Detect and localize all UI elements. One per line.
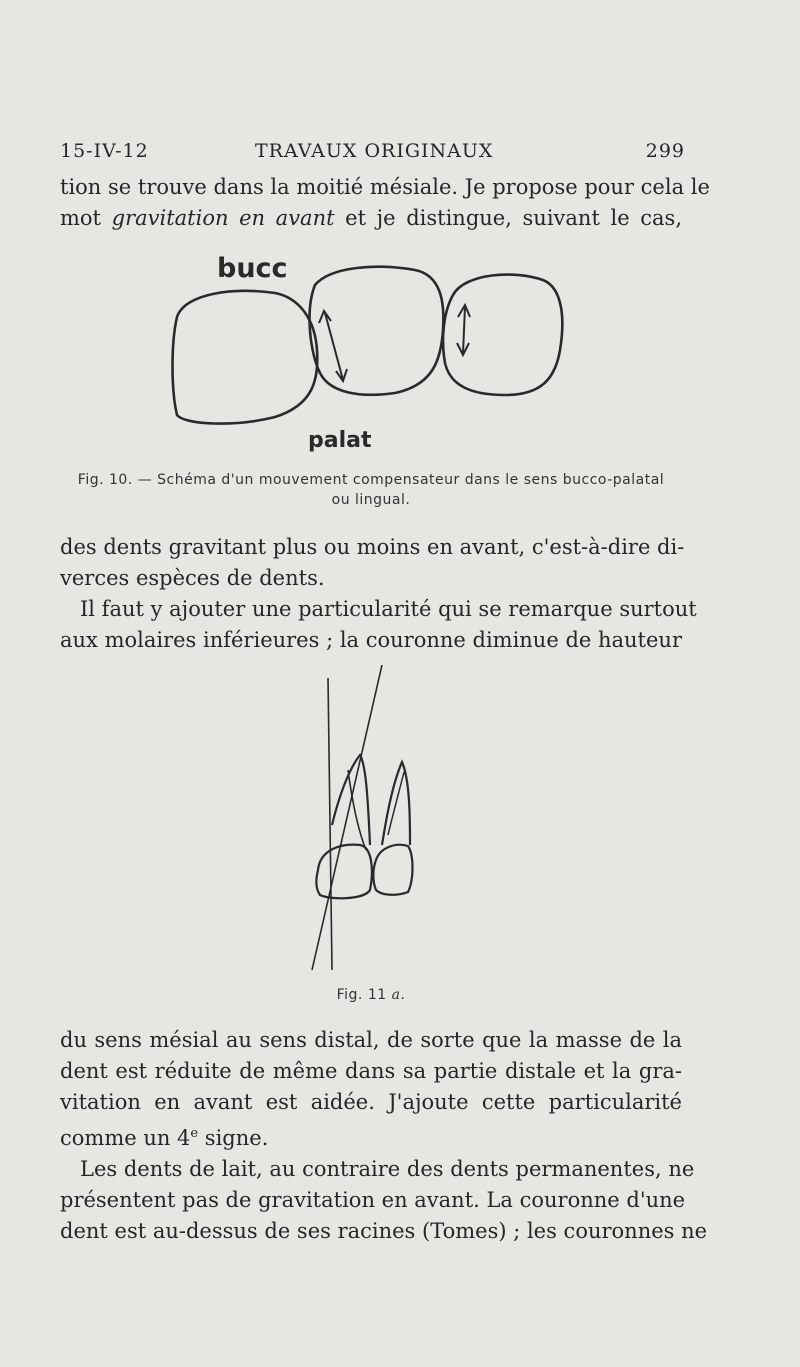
text-line: dent est réduite de même dans sa partie distale et la gra-: [60, 1059, 682, 1083]
page-number: 299: [645, 140, 685, 162]
figure-11a-drawing: [290, 660, 440, 980]
bottom-paragraph: [60, 1025, 708, 1247]
text-line: vitation en avant est aidée. J'ajoute cette particularité: [60, 1090, 682, 1114]
fig10-label-bucc: bucc: [217, 253, 288, 284]
text-line: dent est au-dessus de ses racines (Tomes) ; les couronnes ne: [60, 1219, 708, 1243]
text-line: du sens mésial au sens distal, de sorte que la masse de la: [60, 1028, 682, 1052]
fig10-tooth-left: [173, 291, 318, 424]
figure-10-caption: Fig. 10. — Schéma d'un mouvement compensateur dans le sens bucco-palatal ou lingual.: [77, 472, 665, 508]
fig10-label-palat: palat: [308, 428, 372, 453]
text-line: Il faut y ajouter une particularité qui se remarque surtout: [80, 597, 697, 621]
text-line: comme un 4e signe.: [60, 1126, 269, 1150]
term-gravitation: gravitation en avant: [111, 206, 335, 230]
text-line: des dents gravitant plus ou moins en avant, c'est-à-dire di-: [60, 535, 685, 559]
middle-paragraph: [60, 532, 697, 656]
text-line: présentent pas de gravitation en avant. La couronne d'une: [60, 1188, 686, 1212]
fig10-arrow-middle: [319, 311, 347, 381]
text-line: verces espèces de dents.: [60, 566, 325, 590]
intro-paragraph: [60, 172, 710, 234]
text-line: mot gravitation en avant et je distingue, suivant le cas,: [60, 206, 682, 230]
fig10-arrow-right: [457, 305, 470, 355]
figure-10-drawing: [165, 245, 585, 455]
text-line: Les dents de lait, au contraire des dents permanentes, ne: [80, 1157, 695, 1181]
fig10-tooth-right: [443, 275, 562, 395]
text-line: aux molaires inférieures ; la couronne diminue de hauteur: [60, 628, 682, 652]
text-line: tion se trouve dans la moitié mésiale. Je propose pour cela le: [60, 175, 710, 199]
header-date: 15-IV-12: [60, 140, 149, 162]
figure-11a-caption: Fig. 11 a.: [336, 987, 406, 1003]
running-header: [60, 140, 685, 166]
header-title: TRAVAUX ORIGINAUX: [255, 140, 494, 162]
